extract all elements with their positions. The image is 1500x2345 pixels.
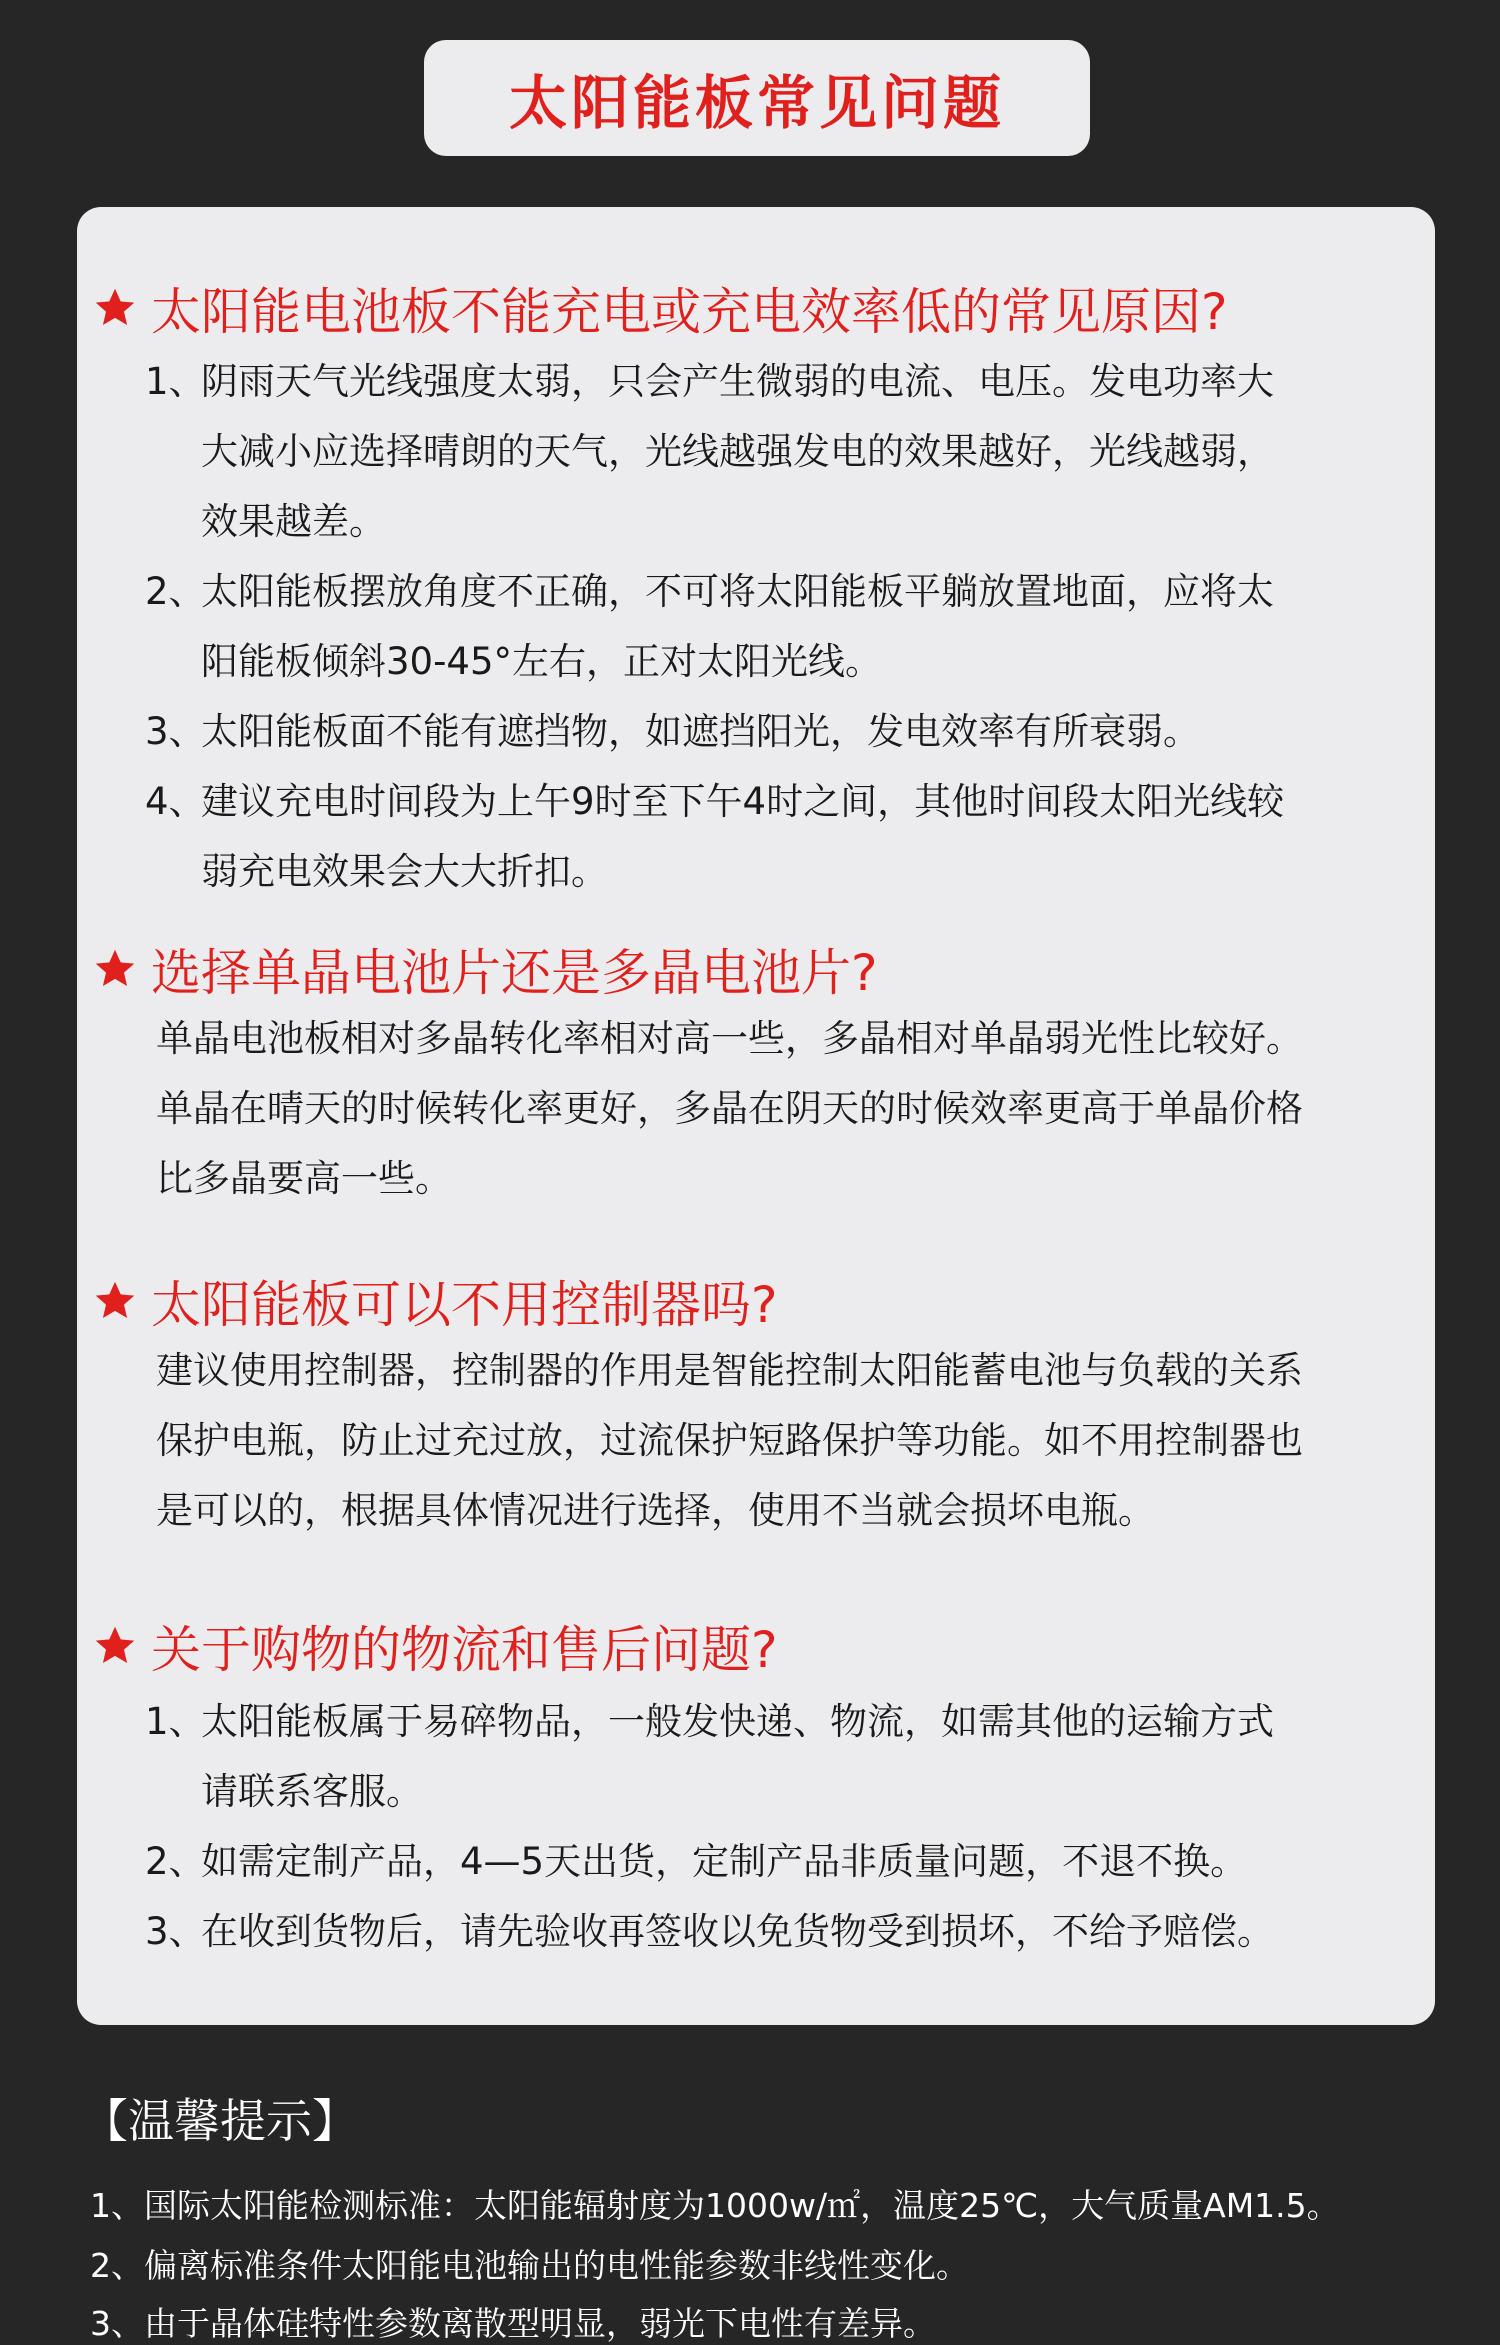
faq-card: [77, 207, 1435, 2025]
item-number: 3、: [145, 710, 206, 753]
section-header: [77, 273, 1435, 343]
item-line: 建议充电时间段为上午9时至下午4时之间，其他时间段太阳光线较: [201, 780, 1285, 823]
item-line: 效果越差。: [201, 500, 386, 543]
paragraph-line: 比多晶要高一些。: [156, 1157, 452, 1200]
item-number: 2、: [145, 1840, 206, 1883]
section-header: [77, 934, 1435, 1004]
tips-title: 【温馨提示】: [82, 2094, 358, 2148]
tips-line: 1、国际太阳能检测标准：太阳能辐射度为1000w/㎡，温度25℃，大气质量AM1.5。: [90, 2186, 1340, 2225]
star-icon: [93, 286, 137, 330]
faq-section-shipping: [77, 1611, 1435, 1967]
item-line: 大减小应选择晴朗的天气，光线越强发电的效果越好，光线越弱，: [201, 430, 1274, 473]
list-item: [77, 1687, 1435, 1827]
item-line: 阴雨天气光线强度太弱，只会产生微弱的电流、电压。发电功率大: [201, 360, 1274, 403]
tips-line: 3、由于晶体硅特性参数离散型明显，弱光下电性有差异。: [90, 2304, 936, 2343]
item-line: 弱充电效果会大大折扣。: [201, 850, 608, 893]
title-banner: [424, 40, 1090, 156]
paragraph-line: 单晶在晴天的时候转化率更好，多晶在阴天的时候效率更高于单晶价格: [156, 1087, 1303, 1130]
item-number: 3、: [145, 1910, 206, 1953]
section-paragraph: [77, 1004, 1435, 1214]
paragraph-line: 保护电瓶，防止过充过放，过流保护短路保护等功能。如不用控制器也: [156, 1419, 1303, 1462]
list-item: [77, 1827, 1435, 1897]
list-item: [77, 557, 1435, 697]
list-item: [77, 767, 1435, 907]
faq-section-cell-type: [77, 934, 1435, 1214]
item-number: 1、: [145, 1700, 206, 1743]
item-line: 在收到货物后，请先验收再签收以免货物受到损坏，不给予赔偿。: [201, 1910, 1274, 1953]
item-line: 太阳能板面不能有遮挡物，如遮挡阳光，发电效率有所衰弱。: [201, 710, 1200, 753]
paragraph-line: 是可以的，根据具体情况进行选择，使用不当就会损坏电瓶。: [156, 1489, 1155, 1532]
star-icon: [93, 1624, 137, 1668]
paragraph-line: 单晶电池板相对多晶转化率相对高一些，多晶相对单晶弱光性比较好。: [156, 1017, 1303, 1060]
list-item: [77, 697, 1435, 767]
item-line: 如需定制产品，4—5天出货，定制产品非质量问题，不退不换。: [201, 1840, 1248, 1883]
section-header: [77, 1611, 1435, 1681]
section-title: 关于购物的物流和售后问题?: [151, 1621, 778, 1679]
faq-section-controller: [77, 1266, 1435, 1546]
item-number: 1、: [145, 360, 206, 403]
item-line: 太阳能板属于易碎物品，一般发快递、物流，如需其他的运输方式: [201, 1700, 1274, 1743]
section-title: 选择单晶电池片还是多晶电池片?: [151, 944, 878, 1002]
faq-section-charging: [77, 273, 1435, 907]
tips-line: 2、偏离标准条件太阳能电池输出的电性能参数非线性变化。: [90, 2246, 969, 2285]
section-paragraph: [77, 1336, 1435, 1546]
item-number: 4、: [145, 780, 206, 823]
item-line: 阳能板倾斜30-45°左右，正对太阳光线。: [201, 640, 883, 683]
item-line: 太阳能板摆放角度不正确，不可将太阳能板平躺放置地面，应将太: [201, 570, 1274, 613]
list-item: [77, 1897, 1435, 1967]
item-number: 2、: [145, 570, 206, 613]
section-header: [77, 1266, 1435, 1336]
list-item: [77, 347, 1435, 557]
star-icon: [93, 1279, 137, 1323]
paragraph-line: 建议使用控制器，控制器的作用是智能控制太阳能蓄电池与负载的关系: [156, 1349, 1303, 1392]
section-title: 太阳能电池板不能充电或充电效率低的常见原因?: [151, 283, 1228, 341]
item-line: 请联系客服。: [201, 1770, 423, 1813]
star-icon: [93, 947, 137, 991]
page-title: 太阳能板常见问题: [508, 69, 1005, 137]
section-title: 太阳能板可以不用控制器吗?: [151, 1276, 778, 1334]
